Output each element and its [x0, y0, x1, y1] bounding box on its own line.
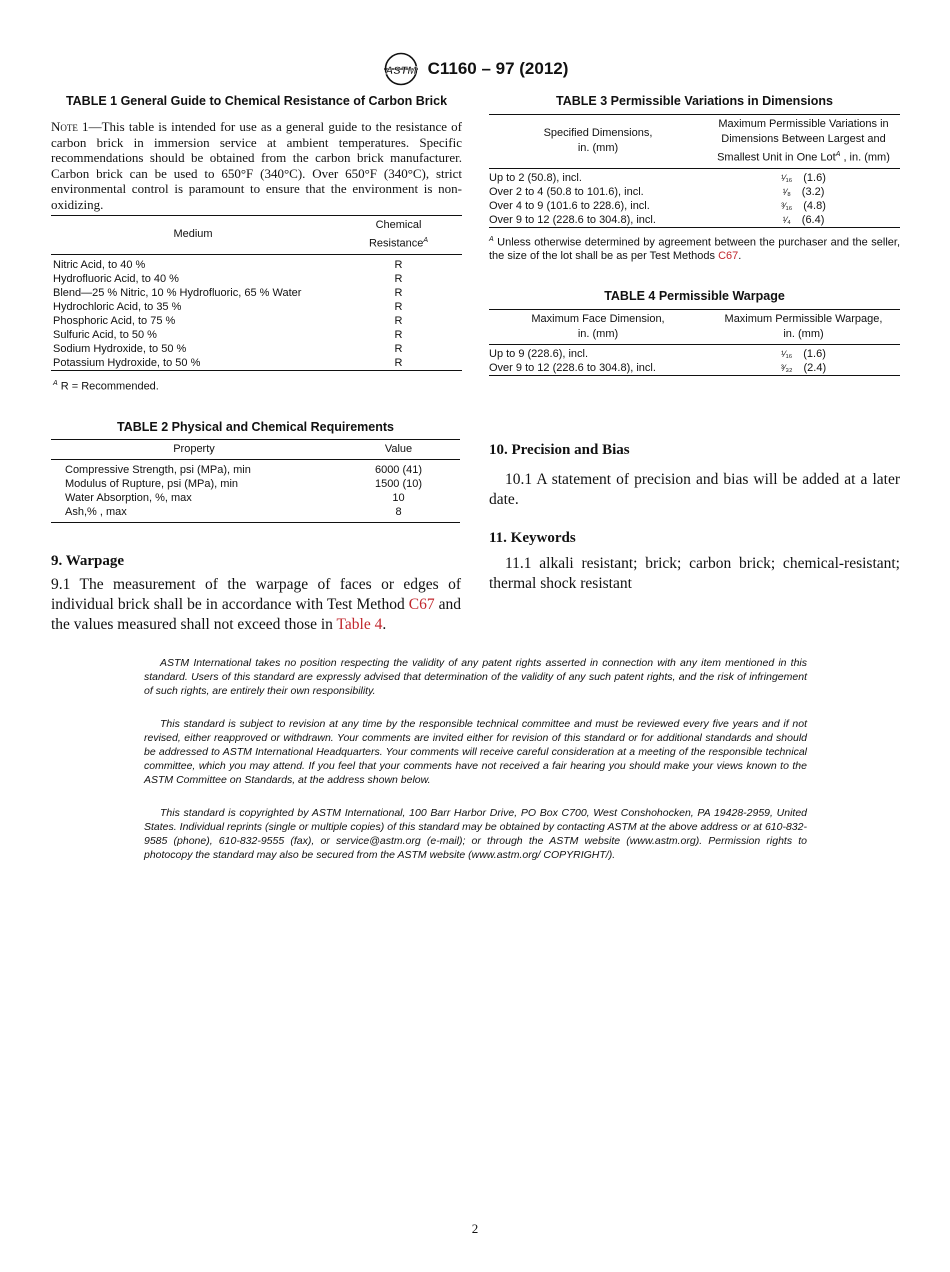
page-number: 2 [471, 1221, 479, 1236]
table1-medium-cell: Blend—25 % Nitric, 10 % Hydrofluoric, 65 % Water [53, 286, 302, 299]
table1-medium-cell: Sulfuric Acid, to 50 % [53, 328, 157, 341]
table1-resistance-cell: R [394, 258, 403, 271]
table3-caption: TABLE 3 Permissible Variations in Dimensions [556, 94, 833, 108]
table2-row [51, 477, 460, 491]
section9-text-a: 9.1 The measurement of the warpage of faces or edges of individual brick shall be in accordance with Test Method [51, 576, 461, 613]
table4-dimension-cell: Over 9 to 12 (228.6 to 304.8), incl. [489, 362, 656, 374]
table3 [489, 114, 900, 228]
section9-text-b: and the values measured shall not exceed those in [51, 596, 461, 633]
table3-dimension-cell: Over 9 to 12 (228.6 to 304.8), incl. [489, 213, 656, 226]
t3-col2-line3b: , in. (mm) [840, 151, 890, 164]
table2-value-cell: 10 [392, 492, 405, 504]
table2-col-value: Value [337, 440, 460, 460]
table1-row [51, 314, 462, 328]
table3-value-cell [707, 185, 900, 199]
table4-row [489, 361, 900, 376]
table3-mm: (1.6) [803, 171, 826, 184]
table2 [51, 439, 460, 523]
table4-value-cell [707, 361, 900, 376]
table3-value-cell [707, 199, 900, 213]
section11-paragraph: 11.1 alkali resistant; brick; carbon brick; chemical-resistant; thermal shock resistant [489, 555, 900, 592]
table2-value-cell: 6000 (41) [374, 464, 423, 476]
t4-col1-line2: in. (mm) [577, 328, 619, 340]
t3-col1-line1: Specified Dimensions, [543, 127, 653, 140]
table3-footnote-link-c67[interactable]: C67 [718, 250, 739, 263]
table3-dimension-cell: Over 2 to 4 (50.8 to 101.6), incl. [489, 185, 644, 198]
table1-block [51, 94, 462, 393]
table1-medium-cell: Hydrochloric Acid, to 35 % [53, 300, 182, 313]
table4-dimension-cell: Up to 9 (228.6), incl. [489, 348, 589, 360]
section10-heading: 10. Precision and Bias [489, 442, 630, 458]
table3-fraction: ¹⁄₄ [782, 214, 791, 225]
table1-row [51, 300, 462, 314]
table4-col-warpage [707, 310, 900, 345]
table1-resistance-cell: R [394, 272, 403, 285]
table1-resistance-cell: R [394, 286, 403, 299]
table1-footnote-sup: A [53, 379, 58, 387]
table3-row [489, 185, 900, 199]
table1-resistance-cell: R [394, 356, 403, 369]
table2-property-cell: Modulus of Rupture, psi (MPa), min [65, 478, 239, 490]
t3-col2-line3a: Smallest Unit in One Lot [717, 151, 836, 164]
table3-value-cell [707, 213, 900, 228]
section-9 [51, 553, 461, 635]
section9-text-c: . [382, 616, 387, 633]
table2-col-property: Property [51, 440, 337, 460]
section11-heading: 11. Keywords [489, 530, 576, 546]
section10-paragraph: 10.1 A statement of precision and bias will be added at a later date. [489, 471, 900, 508]
link-table4[interactable]: Table 4 [336, 616, 383, 633]
table4-mm: (2.4) [803, 362, 827, 374]
section9-paragraph [51, 575, 461, 635]
table4-value-cell [707, 345, 900, 362]
table1-row [51, 254, 462, 272]
table1-resistance-cell: R [394, 342, 403, 355]
table1-medium-cell: Hydrofluoric Acid, to 40 % [53, 272, 179, 285]
table4-fraction: ³⁄₃₂ [780, 363, 793, 373]
table3-row [489, 168, 900, 185]
table1-row [51, 342, 462, 356]
table1-row [51, 356, 462, 371]
table2-row [51, 505, 460, 523]
table3-col-variations [707, 115, 900, 169]
table3-fraction: ¹⁄₁₆ [781, 172, 793, 183]
astm-logo [382, 52, 420, 86]
t3-col2-line2: Dimensions Between Largest and [721, 133, 886, 145]
copyright-notice: This standard is copyrighted by ASTM International, 100 Barr Harbor Drive, PO Box C700, West Conshohocken, PA 19428-2959, United States. Individual reprints (single or multiple copies) of this standard may be obtained by contacting ASTM at the above address or at 610-832-9585 (phone), 610-832-9555 (fax), or service@astm.org (e-mail); or through the ASTM website (www.astm.org). Permission rights to photocopy the standard may also be secured from the ASTM website (www.astm.org/ COPYRIGHT/). [144, 807, 807, 861]
table3-col-dimensions [489, 115, 707, 169]
table3-row [489, 213, 900, 228]
table1-footnote-text: R = Recommended. [57, 380, 159, 393]
section9-heading: 9. Warpage [51, 553, 125, 569]
table1-resistance-cell: R [394, 314, 403, 327]
table2-row [51, 460, 460, 478]
table1-medium-cell: Nitric Acid, to 40 % [53, 258, 146, 271]
table1 [51, 215, 462, 371]
table2-row [51, 491, 460, 505]
table1-medium-cell: Sodium Hydroxide, to 50 % [53, 342, 187, 355]
table1-resistance-cell: R [394, 328, 403, 341]
table4-block [489, 289, 900, 376]
table2-caption: TABLE 2 Physical and Chemical Requirements [117, 420, 394, 434]
table3-fraction: ³⁄₁₆ [781, 200, 793, 211]
t4-col1-line1: Maximum Face Dimension, [531, 313, 665, 325]
t3-col1-line2: in. (mm) [577, 142, 619, 155]
table2-property-cell: Ash,% , max [65, 506, 127, 518]
col-resistance-line2: Resistance [368, 237, 424, 250]
table3-footnote [489, 233, 900, 264]
table4-caption: TABLE 4 Permissible Warpage [604, 289, 785, 303]
table2-property-cell: Compressive Strength, psi (MPa), min [65, 464, 251, 476]
table1-col-resistance [335, 216, 462, 255]
patent-disclaimer: ASTM International takes no position respecting the validity of any patent rights asserted in connection with any item mentioned in this standard. Users of this standard are expressly advised that determination of the validity of any such patent rights, and the risk of infringement of such rights, are entirely their own responsibility. [144, 657, 807, 697]
table1-note-lead: Note 1 [51, 119, 89, 134]
table1-footnote [51, 377, 462, 394]
table2-value-cell: 8 [395, 506, 402, 518]
table3-footnote-end: . [738, 250, 742, 263]
table1-medium-cell: Potassium Hydroxide, to 50 % [53, 356, 201, 369]
table1-caption: TABLE 1 General Guide to Chemical Resistance of Carbon Brick [65, 94, 448, 108]
table1-row [51, 286, 462, 300]
t4-col2-line1: Maximum Permissible Warpage, [724, 313, 883, 325]
t3-col2-sup: A [835, 151, 841, 158]
table3-dimension-cell: Up to 2 (50.8), incl. [489, 171, 582, 184]
logo-text: ASTM [384, 65, 417, 77]
revision-disclaimer: This standard is subject to revision at any time by the responsible technical committee and must be reviewed every five years and if not revised, either reapproved or withdrawn. Your comments are invited either for revision of this standard or for additional standards and should be addressed to ASTM International Headquarters. Your comments will receive careful consideration at a meeting of the responsible technical committee, which you may attend. If you feel that your comments have not received a fair hearing you should make your views known to the ASTM Committee on Standards, at the address shown below. [144, 718, 807, 786]
table2-block [51, 420, 460, 523]
table3-row [489, 199, 900, 213]
table3-fraction: ¹⁄₈ [782, 186, 791, 197]
table4 [489, 309, 900, 376]
page-header [0, 52, 950, 86]
table1-col-medium: Medium [51, 216, 335, 255]
table3-mm: (3.2) [801, 185, 825, 198]
table2-value-cell: 1500 (10) [374, 478, 423, 490]
table1-row [51, 328, 462, 342]
table1-medium-cell: Phosphoric Acid, to 75 % [53, 314, 176, 327]
table1-row [51, 272, 462, 286]
table4-row [489, 345, 900, 362]
table2-property-cell: Water Absorption, %, max [65, 492, 192, 504]
table3-block [489, 94, 900, 263]
table1-note [51, 119, 462, 212]
col-resistance-line1: Chemical [375, 219, 422, 231]
table3-mm: (6.4) [801, 213, 825, 226]
table1-resistance-cell: R [394, 300, 403, 313]
section-11 [489, 530, 900, 594]
table3-footnote-sup: A [489, 235, 494, 243]
table4-col-dimension [489, 310, 707, 345]
document-designation: C1160 – 97 (2012) [427, 59, 569, 78]
col-resistance-sup: A [423, 237, 429, 244]
table3-dimension-cell: Over 4 to 9 (101.6 to 228.6), incl. [489, 199, 650, 212]
table4-mm: (1.6) [803, 348, 826, 360]
table3-mm: (4.8) [803, 199, 826, 212]
section-10 [489, 442, 900, 510]
table3-footnote-text: Unless otherwise determined by agreement between the purchaser and the seller, the size of the lot shall be as per Test Methods [489, 236, 900, 263]
table3-value-cell [707, 168, 900, 185]
table4-fraction: ¹⁄₁₆ [781, 349, 793, 359]
link-c67[interactable]: C67 [408, 596, 435, 613]
t4-col2-line2: in. (mm) [783, 328, 824, 340]
table1-note-text: —This table is intended for use as a general guide to the resistance of carbon brick in immersion service at ambient temperatures. Specific recommendations should be obtained from the carbon brick manufacturer. Carbon brick can be used to 650°F (340°C). Over 650°F (340°C), strict environmental control is paramount to ensure that the environment is non-oxidizing. [51, 119, 462, 212]
t3-col2-line1: Maximum Permissible Variations in [718, 118, 889, 130]
